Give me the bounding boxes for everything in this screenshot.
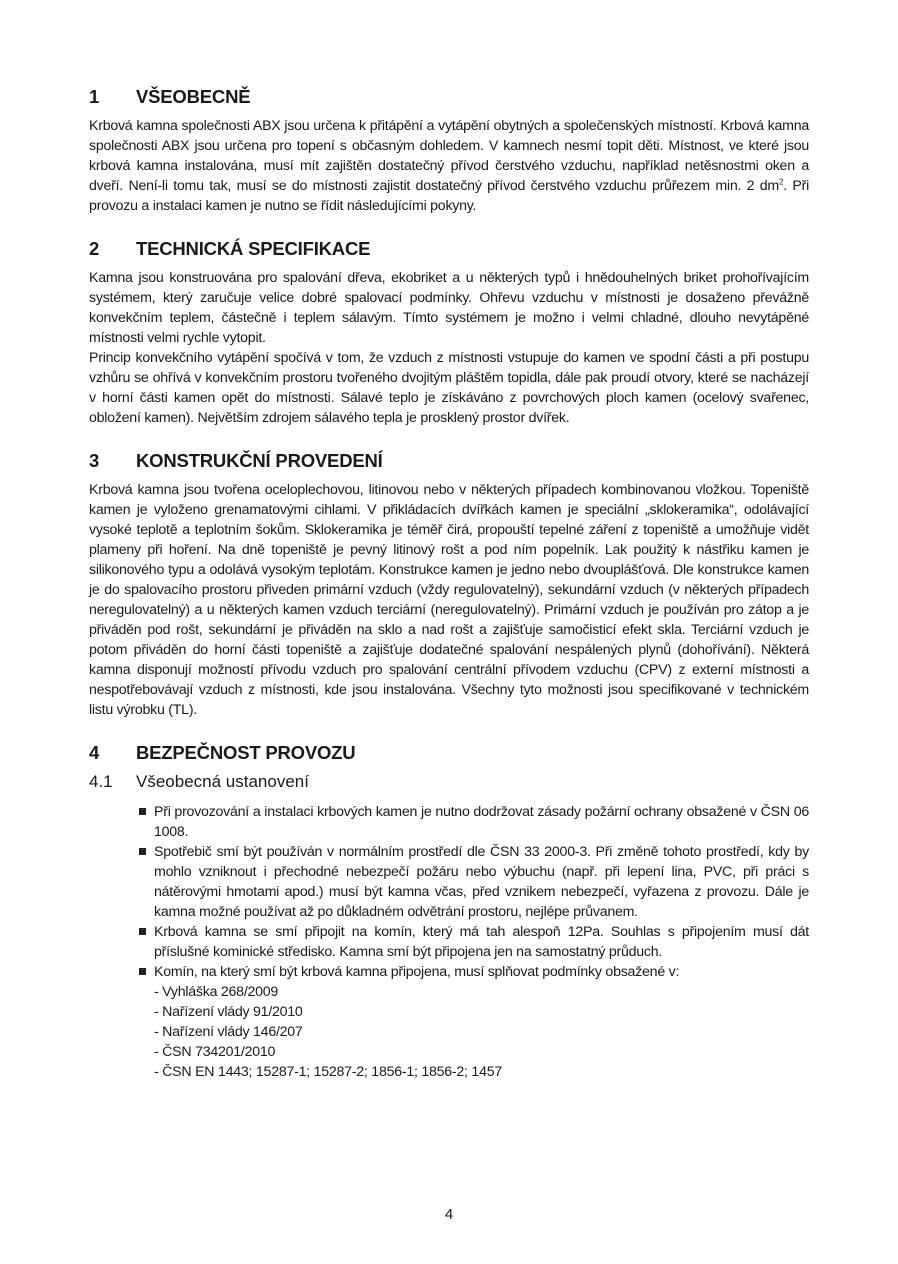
section-paragraph: Krbová kamna společnosti ABX jsou určena k přitápění a vytápění obytných a společenských místností. Krbová kamna společnosti ABX jsou určena pro topení s občasným dohledem. V kamnech nesmí topit děti. Místnost, ve které jsou krbová kamna instalována, musí mít zajištěn dostatečný přívod čerstvého vzduchu, například netěsnostmi oken a dveří. Není-li tomu tak, musí se do místnosti zajistit dostatečný přívod čerstvého vzduchu průřezem min. 2 $dm^2$. Při provozu a instalaci kamen je nutno se řídit následujícími pokyny. bbox=[89, 118, 809, 214]
section-title: TECHNICKÁ SPECIFIKACE bbox=[136, 238, 371, 259]
section-heading bbox=[89, 450, 809, 476]
section-number: 4 bbox=[89, 742, 100, 763]
list-item: Komín, na který smí být krbová kamna připojena, musí splňovat podmínky obsažené v: - Vyhláška 268/2009 - Nařízení vlády 91/2010 - Nařízení vlády 146/207 - ČSN 734201/2010 - ČSN EN 1443; 15287-1; 15287-2; 1856-1; 1856-2; 1457 bbox=[138, 962, 809, 1082]
section-paragraph: Princip konvekčního vytápění spočívá v tom, že vzduch z místnosti vstupuje do kamen ve spodní části a při postupu vzhůru se ohřívá v konvekčním prostoru tvořeného dvojitým pláštěm topidla, dále pak proudí otvory, které se nacházejí v horní části kamen opět do místnosti. Sálavé teplo je získáváno z povrchových ploch kamen (ocelový svařenec, obložení kamen). Největším zdrojem sálavého tepla je prosklený prostor dvířek. bbox=[89, 350, 809, 426]
section-number: 2 bbox=[89, 238, 100, 259]
bullet-square-icon bbox=[139, 808, 146, 815]
section-general bbox=[89, 86, 809, 216]
regulation-item: - ČSN 734201/2010 bbox=[154, 1044, 276, 1060]
section-paragraph: Kamna jsou konstruována pro spalování dřeva, ekobriket a u některých typů i hnědouhelných briket prohořívajícím systémem, který zaručuje velice dobré spalovací podmínky. Ohřevu vzduchu v místnosti je dosaženo převážně konvekčním teplem, částečně i teplem sálavým. Tímto systémem je možno i velmi chladné, dlouho nevytápěné místnosti velmi rychle vytopit. bbox=[89, 270, 809, 346]
bullet-square-icon bbox=[139, 848, 146, 855]
page-number: 4 bbox=[444, 1206, 454, 1223]
section-heading bbox=[89, 742, 809, 768]
subsection-number: 4.1 bbox=[89, 772, 113, 791]
section-operational-safety bbox=[89, 742, 809, 1082]
regulation-item: - Nařízení vlády 146/207 bbox=[154, 1024, 303, 1040]
list-item: Krbová kamna se smí připojit na komín, který má tah alespoň 12Pa. Souhlas s připojením musí dát příslušné kominické středisko. Kamna smí být připojena jen na samostatný průduch. bbox=[138, 922, 809, 962]
subsection-title: Všeobecná ustanovení bbox=[136, 772, 309, 791]
section-title: BEZPEČNOST PROVOZU bbox=[136, 742, 356, 763]
section-heading bbox=[89, 238, 809, 264]
section-technical-specification bbox=[89, 238, 809, 428]
document-page bbox=[89, 86, 809, 1104]
section-heading bbox=[89, 86, 809, 112]
section-number: 1 bbox=[89, 86, 100, 107]
bullet-list bbox=[138, 802, 809, 1082]
section-number: 3 bbox=[89, 450, 100, 471]
subsection-heading bbox=[89, 772, 809, 796]
regulation-list bbox=[154, 982, 809, 1082]
superscript: 2 bbox=[779, 177, 784, 187]
section-title: KONSTRUKČNÍ PROVEDENÍ bbox=[136, 450, 383, 471]
section-title: VŠEOBECNĚ bbox=[136, 86, 251, 107]
bullet-square-icon bbox=[139, 968, 146, 975]
regulation-item: - Vyhláška 268/2009 bbox=[154, 984, 279, 1000]
section-paragraph: Krbová kamna jsou tvořena oceloplechovou, litinovou nebo v některých případech kombinovanou vložkou. Topeniště kamen je vyloženo grenamatovými cihlami. V přikládacích dvířkách kamen je speciální „sklokeramika“, odolávající vysoké teplotě a teplotním šokům. Sklokeramika je téměř čirá, propouští tepelné záření z topeniště a umožňuje vidět plameny při hoření. Na dně topeniště je pevný litinový rošt a pod ním popelník. Lak použitý k nástřiku kamen je silikonového typu a odolává vysokým teplotám. Konstrukce kamen je jedno nebo dvouplášťová. Dle konstrukce kamen je do spalovacího prostoru přiveden primární vzduch (vždy regulovatelný), sekundární vzduch (v některých případech neregulovatelný) a u některých kamen vzduch terciární (neregulovatelný). Primární vzduch je používán pro zátop a je přiváděn pod rošt, sekundární je přiváděn na sklo a nad rošt a zajišťuje samočisticí efekt skla. Terciární vzduch je potom přiváděn do horní části topeniště a zajišťuje dodatečné spalování nespálených plynů (dohořívání). Některá kamna disponují možností přívodu vzduch pro spalování centrální přívodem vzduchu (CPV) z externí místnosti a nespotřebovávají vzduch z místnosti, kde jsou instalována. Všechny tyto možnosti jsou specifikované v technickém listu výrobku (TL). bbox=[89, 482, 809, 718]
list-item: Spotřebič smí být používán v normálním prostředí dle ČSN 33 2000-3. Při změně tohoto prostředí, kdy by mohlo vzniknout i přechodné nebezpečí požáru nebo výbuchu (např. při lepení lina, PVC, při práci s nátěrovými hmotami apod.) musí být kamna včas, před vznikem nebezpečí, vyřazena z provozu. Dále je kamna možné používat až po důkladném odvětrání prostoru, nejlépe průvanem. bbox=[138, 842, 809, 922]
list-item: Při provozování a instalaci krbových kamen je nutno dodržovat zásady požární ochrany obsažené v ČSN 06 1008. bbox=[138, 802, 809, 842]
regulation-item: - Nařízení vlády 91/2010 bbox=[154, 1004, 303, 1020]
section-construction bbox=[89, 450, 809, 720]
bullet-square-icon bbox=[139, 928, 146, 935]
regulation-item: - ČSN EN 1443; 15287-1; 15287-2; 1856-1; 1856-2; 1457 bbox=[154, 1064, 502, 1080]
